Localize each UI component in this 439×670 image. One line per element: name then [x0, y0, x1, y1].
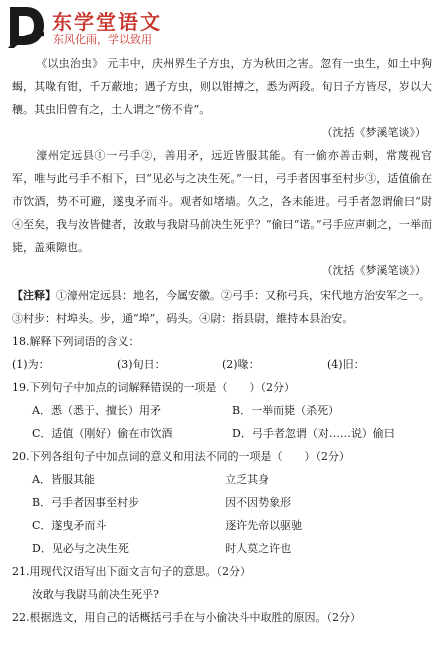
- question-18-item: (2)喙：: [222, 358, 260, 371]
- brand-slogan: 东风化雨，学以致用: [53, 33, 152, 46]
- question-20-right: 因不因势象形: [225, 496, 292, 509]
- question-20-pair-d: [12, 537, 432, 560]
- question-20-right: 逐许先帝以驱驰: [225, 519, 303, 532]
- question-18-items: [12, 353, 432, 376]
- question-18-item: (4)旧：: [327, 358, 365, 371]
- question-18-item: (3)旬日：: [117, 358, 166, 371]
- passage-one: 《以虫治虫》 元丰中，庆州界生子方虫，方为秋田之害。忽有一虫生，如土中狗蝎，其喙有钳，千万蔽地；遇子方虫，则以钳搏之，悉为两段。旬日子方皆尽，岁以大穰。其虫旧曾有之，土人谓之“傍不肯”。: [12, 57, 432, 116]
- page-header: [6, 4, 306, 48]
- question-22-title: 22.根据选文，用自己的话概括弓手在与小偷决斗中取胜的原因。（2分）: [12, 611, 361, 624]
- brand-title: 东学堂语文: [52, 10, 162, 34]
- question-19-options-row: [12, 422, 432, 445]
- question-20-left: D．见必与之决生死: [32, 542, 129, 555]
- annotation-label: 【注释】: [12, 289, 56, 302]
- question-20-left: C．遂曳矛而斗: [32, 519, 107, 532]
- question-21-sentence: 汝敢与我尉马前决生死乎?: [32, 588, 159, 601]
- question-20-right: 时人莫之许也: [225, 542, 292, 555]
- question-19-option-c: C．适值（刚好）偷在市饮酒: [32, 427, 173, 440]
- question-19-option-d: D．弓手者忽谓（对……说）偷曰: [232, 427, 395, 440]
- passage-one-source: （沈括《梦溪笔谈》）: [321, 126, 426, 139]
- question-21-title: 21.用现代汉语写出下面文言句子的意思。（2分）: [12, 565, 251, 578]
- question-19-option-a: A．悉（悉于、擅长）用矛: [32, 404, 161, 417]
- document-body: [12, 52, 432, 629]
- question-20-title: 20.下列各组句子中加点词的意义和用法不同的一项是（ ）（2分）: [12, 450, 350, 463]
- question-20-pair-a: [12, 468, 432, 491]
- question-18-item: (1)为：: [12, 358, 50, 371]
- question-20-left: B．弓手者因事至村步: [32, 496, 140, 509]
- question-20-pair-b: [12, 491, 432, 514]
- question-20-pair-c: [12, 514, 432, 537]
- passage-two-source: （沈括《梦溪笔谈》）: [321, 264, 426, 277]
- annotation: [12, 284, 432, 330]
- annotation-text: ①濠州定远县：地名，今属安徽。②弓手：又称弓兵，宋代地方治安军之一。③村步：村埠头。步，通“埠”，码头。④尉：指县尉，維持本县治安。: [12, 289, 430, 325]
- question-18-title: 18.解释下列词语的含义：: [12, 335, 140, 348]
- question-19-title: 19.下列句子中加点的词解释错误的一项是（ ）（2分）: [12, 381, 295, 394]
- question-20-left: A．皆服其能: [32, 473, 95, 486]
- question-20-right: 立乏其身: [225, 473, 270, 486]
- passage-two: 濠州定远县①一弓手②，善用矛，远近皆服其能。有一偷亦善击刺，常蔑视官军，唯与此弓手不相下，曰“见必与之决生死。”一日，弓手者因事至村步③，适值偷在市饮酒，势不可避，遂曳矛而斗。观者如堵墙。久之，各未能进。弓手者忽谓偷曰“尉④至矣，我与汝皆健者，汝敢与我尉马前决生死乎？”偷曰“诺。”弓手应声刺之，一举而毙，盖乘隙也。: [12, 149, 432, 254]
- question-19-options-row: [12, 399, 432, 422]
- brand-logo-icon: [6, 4, 46, 48]
- question-19-option-b: B．一举而毙（杀死）: [232, 404, 340, 417]
